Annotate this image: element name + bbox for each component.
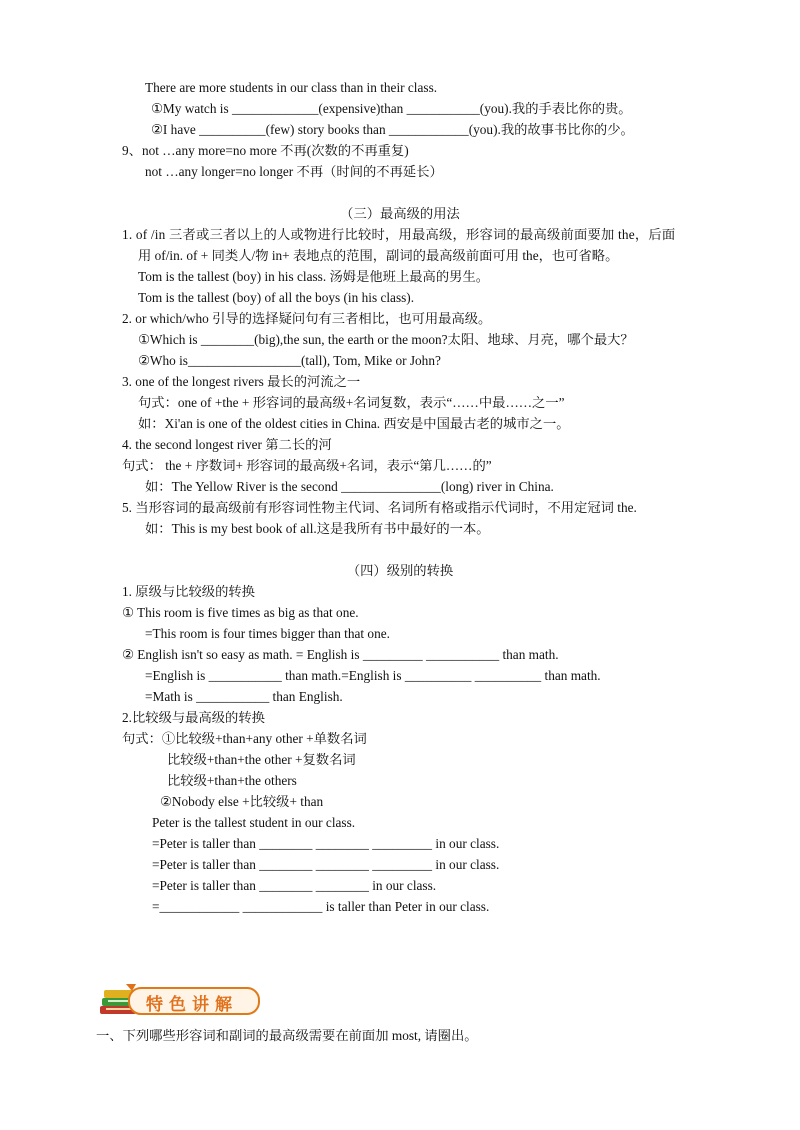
text-line: 句式：①比较级+than+any other +单数名词 — [122, 731, 367, 746]
question-line: 一、下列哪些形容词和副词的最高级需要在前面加 most, 请圈出。 — [96, 1028, 478, 1043]
exercise-line: ①Which is ________(big),the sun, the earth or the moon?太阳、地球、月亮，哪个最大？ — [138, 332, 634, 347]
text-line: not …any longer=no longer 不再（时间的不再延长） — [145, 164, 443, 179]
exercise-line: ② English isn't so easy as math. = English is _________ ___________ than math. — [122, 647, 559, 662]
exercise-line: ①My watch is _____________(expensive)than ___________(you).我的手表比你的贵。 — [151, 101, 632, 116]
text-line: 5. 当形容词的最高级前有形容词性物主代词、名词所有格或指示代词时，不用定冠词 the. — [122, 500, 637, 515]
exercise-line: =English is ___________ than math.=English is __________ __________ than math. — [145, 668, 601, 683]
section-heading: （四）级别的转换 — [346, 563, 454, 578]
exercise-line: =Peter is taller than ________ ________ _________ in our class. — [152, 857, 500, 872]
text-line: 句式：one of +the + 形容词的最高级+名词复数，表示“……中最……之一” — [138, 395, 565, 410]
text-line: 比较级+than+the others — [167, 773, 297, 788]
example-line: Tom is the tallest (boy) of all the boys (in his class). — [138, 290, 415, 305]
text-line: 比较级+than+the other +复数名词 — [167, 752, 356, 767]
text-line: 9、not …any more=no more 不再(次数的不再重复) — [122, 143, 409, 158]
badge-label: 特色讲解 — [146, 995, 238, 1015]
text-line: There are more students in our class than in their class. — [145, 80, 438, 95]
text-line: 句式： the + 序数词+ 形容词的最高级+名词，表示“第几……的” — [122, 458, 492, 473]
exercise-line: =Peter is taller than ________ ________ in our class. — [152, 878, 437, 893]
exercise-line: ②Who is_________________(tall), Tom, Mike or John? — [138, 353, 441, 368]
example-line: ① This room is five times as big as that one. — [122, 605, 359, 620]
text-line: 2. or which/who 引导的选择疑问句有三者相比，也可用最高级。 — [122, 311, 492, 326]
feature-badge — [96, 982, 262, 1018]
exercise-line: =Peter is taller than ________ ________ _________ in our class. — [152, 836, 500, 851]
exercise-line: ②I have __________(few) story books than ____________(you).我的故事书比你的少。 — [151, 122, 634, 137]
section-heading: （三）最高级的用法 — [340, 206, 460, 221]
text-line: 2.比较级与最高级的转换 — [122, 710, 265, 725]
exercise-line: =Math is ___________ than English. — [145, 689, 343, 704]
exercise-line: 如：The Yellow River is the second _______________(long) river in China. — [145, 479, 554, 494]
example-line: Tom is the tallest (boy) in his class. 汤姆是他班上最高的男生。 — [138, 269, 490, 284]
exercise-line: =____________ ____________ is taller than Peter in our class. — [152, 899, 490, 914]
text-line: ②Nobody else +比较级+ than — [160, 794, 324, 809]
text-line: 1. of /in 三者或三者以上的人或物进行比较时，用最高级，形容词的最高级前面要加 the，后面 — [122, 227, 676, 242]
text-line: 3. one of the longest rivers 最长的河流之一 — [122, 374, 361, 389]
example-line: Peter is the tallest student in our class. — [152, 815, 356, 830]
example-line: =This room is four times bigger than that one. — [145, 626, 390, 641]
text-line: 用 of/in. of + 同类人/物 in+ 表地点的范围，副词的最高级前面可用 the，也可省略。 — [138, 248, 619, 263]
text-line: 1. 原级与比较级的转换 — [122, 584, 255, 599]
text-line: 4. the second longest river 第二长的河 — [122, 437, 332, 452]
example-line: 如：This is my best book of all.这是我所有书中最好的一本。 — [145, 521, 490, 536]
example-line: 如：Xi'an is one of the oldest cities in China. 西安是中国最古老的城市之一。 — [138, 416, 570, 431]
